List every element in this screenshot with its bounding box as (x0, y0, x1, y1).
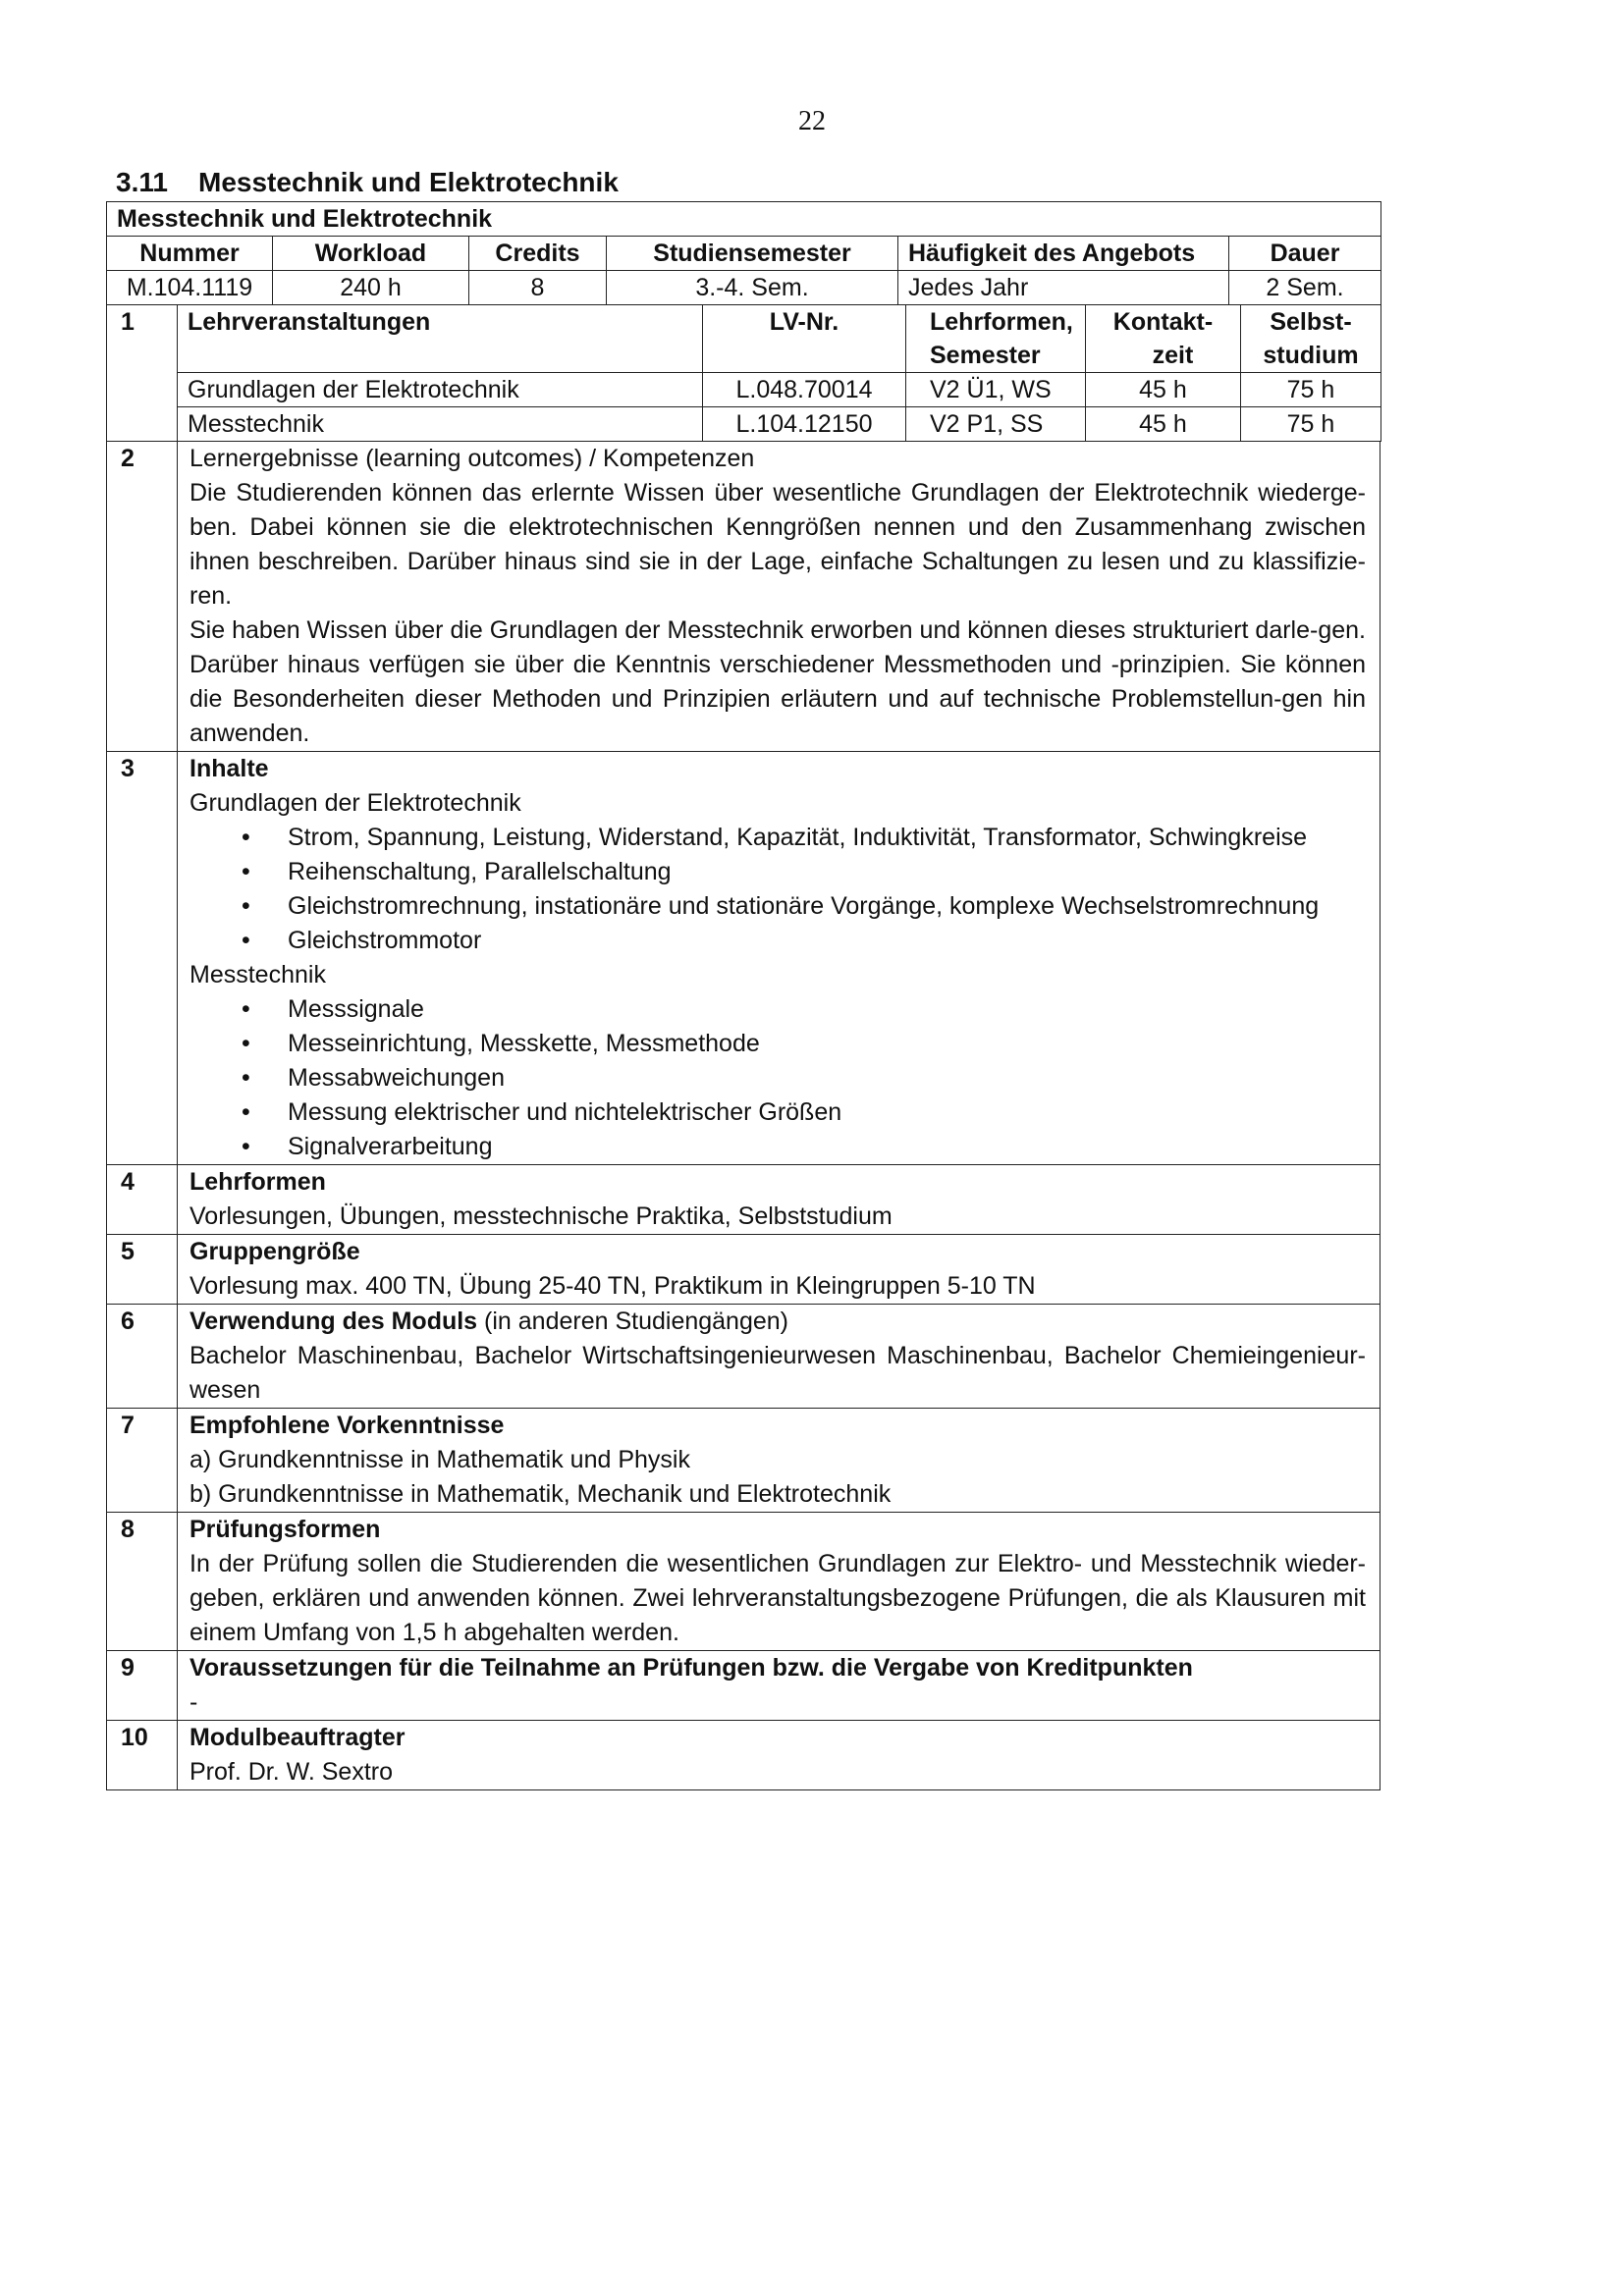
course-forms: V2 Ü1, WS (906, 373, 1086, 407)
course-lvnr: L.048.70014 (703, 373, 906, 407)
header-semester: Studiensemester (607, 237, 898, 271)
section-3-heading: Inhalte (189, 755, 269, 782)
section-10-text: Prof. Dr. W. Sextro (189, 1758, 393, 1786)
section-9-number: 9 (107, 1651, 178, 1721)
section-4-body (178, 1165, 1380, 1235)
contact-line-2: zeit (1152, 342, 1194, 369)
section-7-line-1: a) Grundkenntnisse in Mathematik und Physik (189, 1446, 690, 1473)
courses-header-title: Lehrveranstaltungen (178, 305, 703, 373)
list-item: • Signalverarbeitung (288, 1130, 1366, 1164)
section-7-body (178, 1409, 1380, 1513)
section-2-number: 2 (107, 442, 178, 752)
section-10-heading: Modulbeauftragter (189, 1724, 406, 1751)
self-line-2: studium (1263, 342, 1359, 369)
section-9-heading: Voraussetzungen für die Teilnahme an Prüfungen bzw. die Vergabe von Kreditpunkten (189, 1654, 1193, 1682)
content-group-1-title: Grundlagen der Elektrotechnik (189, 789, 521, 817)
course-self: 75 h (1241, 373, 1381, 407)
section-6-heading-line (189, 1305, 1366, 1339)
section-9-row (107, 1651, 1380, 1721)
section-8-text: In der Prüfung sollen die Studierenden die wesentlichen Grundlagen zur Elektro- und Messtechnik wieder-geben, erklären und anwenden können. Zwei lehrveranstaltungsbezogene Prüfungen, die als Klausuren mit einem Umfang von 1,5 h abgehalten werden. (189, 1550, 1366, 1646)
table-row (107, 373, 1381, 407)
list-item: • Messeinrichtung, Messkette, Messmethode (288, 1027, 1366, 1061)
section-3-number: 3 (107, 752, 178, 1165)
value-nummer: M.104.1119 (107, 271, 273, 305)
section-10-number: 10 (107, 1721, 178, 1790)
list-item: • Gleichstrommotor (288, 924, 1366, 958)
table-row (107, 407, 1381, 442)
contact-line-1: Kontakt- (1112, 308, 1214, 336)
section-8-body (178, 1513, 1380, 1651)
section-7-number: 7 (107, 1409, 178, 1513)
content-group-2-list (189, 992, 1366, 1164)
section-10-body (178, 1721, 1380, 1790)
section-7-line-2: b) Grundkenntnisse in Mathematik, Mechanik und Elektrotechnik (189, 1480, 892, 1508)
list-item: • Reihenschaltung, Parallelschaltung (288, 855, 1366, 889)
course-title: Grundlagen der Elektrotechnik (178, 373, 703, 407)
value-credits: 8 (469, 271, 607, 305)
value-duration: 2 Sem. (1229, 271, 1381, 305)
courses-header-lvnr: LV-Nr. (703, 305, 906, 373)
module-description-table (106, 201, 1380, 1790)
module-name: Messtechnik und Elektrotechnik (107, 202, 1381, 237)
section-8-heading: Prüfungsformen (189, 1516, 381, 1543)
value-frequency: Jedes Jahr (898, 271, 1229, 305)
section-7-heading: Empfohlene Vorkenntnisse (189, 1412, 505, 1439)
section-5-body (178, 1235, 1380, 1305)
section-6-heading: Verwendung des Moduls (189, 1308, 478, 1335)
section-number: 3.11 (116, 167, 168, 197)
header-frequency: Häufigkeit des Angebots (898, 237, 1229, 271)
courses-header-self (1241, 305, 1381, 373)
section-4-text: Vorlesungen, Übungen, messtechnische Praktika, Selbststudium (189, 1202, 893, 1230)
course-lvnr: L.104.12150 (703, 407, 906, 442)
section-2-paragraph-2: Sie haben Wissen über die Grundlagen der Messtechnik erworben und können dieses strukturiert darle-gen. Darüber hinaus verfügen sie über die Kenntnis verschiedener Messmethoden und -prinzipien. Sie können die Besonderheiten dieser Methoden und Prinzipien erläutern und auf technische Problemstellun-gen hin anwenden. (189, 616, 1366, 747)
section-2-heading: Lernergebnisse (learning outcomes) / Kompetenzen (189, 445, 755, 472)
section-title-text: Messtechnik und Elektrotechnik (198, 167, 619, 197)
courses-header-contact (1086, 305, 1241, 373)
section-4-row (107, 1165, 1380, 1235)
section-title (116, 167, 619, 198)
page-number: 22 (798, 106, 826, 136)
self-line-1: Selbst- (1270, 308, 1352, 336)
section-3-row (107, 752, 1380, 1165)
section-2-row (107, 442, 1380, 752)
section-4-heading: Lehrformen (189, 1168, 326, 1196)
section-4-number: 4 (107, 1165, 178, 1235)
section-2-body (178, 442, 1380, 752)
list-item: • Gleichstromrechnung, instationäre und stationäre Vorgänge, komplexe Wechselstromrechnung (288, 889, 1366, 924)
section-1-number: 1 (107, 305, 178, 442)
section-2-paragraph-1: Die Studierenden können das erlernte Wissen über wesentliche Grundlagen der Elektrotechnik wiederge-ben. Dabei können sie die elektrotechnischen Kenngrößen nennen und den Zusammenhang zwischen ihnen beschreiben. Darüber hinaus sind sie in der Lage, einfache Schaltungen zu lesen und zu klassifizie-ren. (189, 479, 1366, 610)
section-10-row (107, 1721, 1380, 1790)
section-6-heading-suffix: (in anderen Studiengängen) (477, 1308, 789, 1335)
value-semester: 3.-4. Sem. (607, 271, 898, 305)
section-6-row (107, 1305, 1380, 1409)
course-contact: 45 h (1086, 407, 1241, 442)
courses-table (106, 304, 1381, 442)
list-item: • Strom, Spannung, Leistung, Widerstand, Kapazität, Induktivität, Transformator, Schwingkreise (288, 821, 1366, 855)
courses-header-forms (906, 305, 1086, 373)
section-7-row (107, 1409, 1380, 1513)
sections-table (106, 441, 1380, 1790)
section-5-text: Vorlesung max. 400 TN, Übung 25-40 TN, Praktikum in Kleingruppen 5-10 TN (189, 1272, 1036, 1300)
header-duration: Dauer (1229, 237, 1381, 271)
course-title: Messtechnik (178, 407, 703, 442)
section-5-heading: Gruppengröße (189, 1238, 360, 1265)
course-forms: V2 P1, SS (906, 407, 1086, 442)
header-workload: Workload (273, 237, 469, 271)
section-6-text: Bachelor Maschinenbau, Bachelor Wirtschaftsingenieurwesen Maschinenbau, Bachelor Chemieingenieur-wesen (189, 1342, 1366, 1404)
forms-line-1: Lehrformen, (930, 308, 1073, 336)
header-nummer: Nummer (107, 237, 273, 271)
forms-line-2: Semester (930, 342, 1041, 369)
section-5-number: 5 (107, 1235, 178, 1305)
course-contact: 45 h (1086, 373, 1241, 407)
section-3-body (178, 752, 1380, 1165)
section-5-row (107, 1235, 1380, 1305)
list-item: • Messsignale (288, 992, 1366, 1027)
module-header-table (106, 201, 1381, 305)
list-item: • Messung elektrischer und nichtelektrischer Größen (288, 1095, 1366, 1130)
section-6-number: 6 (107, 1305, 178, 1409)
list-item: • Messabweichungen (288, 1061, 1366, 1095)
value-workload: 240 h (273, 271, 469, 305)
section-8-row (107, 1513, 1380, 1651)
section-6-body (178, 1305, 1380, 1409)
course-self: 75 h (1241, 407, 1381, 442)
section-9-body (178, 1651, 1380, 1721)
section-8-number: 8 (107, 1513, 178, 1651)
header-credits: Credits (469, 237, 607, 271)
content-group-2-title: Messtechnik (189, 961, 326, 988)
section-9-text: - (189, 1688, 198, 1716)
content-group-1-list (189, 821, 1366, 958)
